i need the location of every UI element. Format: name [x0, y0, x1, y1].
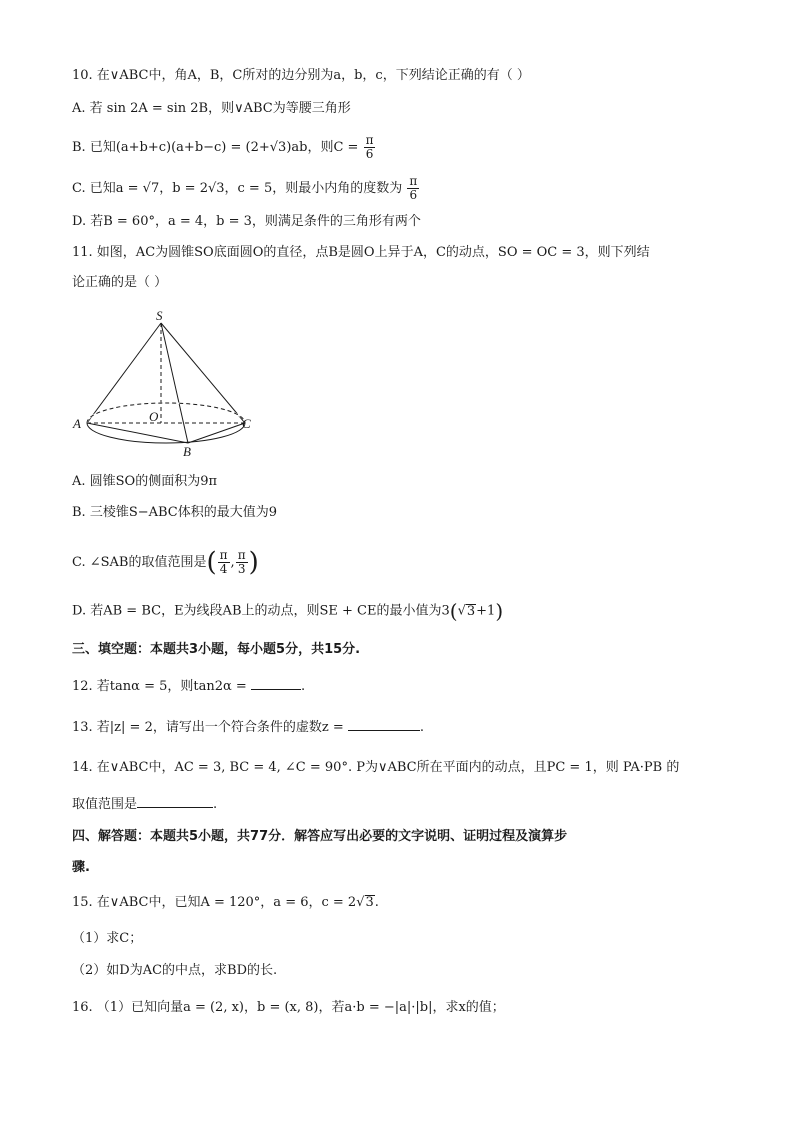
fraction-denominator: 3: [237, 562, 246, 576]
q11-option-d-tail: +1: [476, 603, 496, 619]
label-o: O: [149, 409, 159, 424]
q15-part1: （1）求C；: [72, 931, 143, 946]
q15-stem: 15. 在∨ABC中，已知A = 120°，a = 6，c = 2√3.: [72, 895, 379, 910]
segment-sb: [161, 323, 188, 443]
q14-answer-blank[interactable]: [137, 795, 213, 808]
q14-period: .: [213, 797, 218, 812]
q10-stem: 10. 在∨ABC中，角A，B，C所对的边分别为a，b，c，下列结论正确的有（ ）: [72, 68, 530, 83]
range-lower-fraction: [218, 549, 230, 576]
q12-period: .: [300, 679, 306, 694]
q12-text: 12. 若tanα = 5，则tan2α =: [72, 679, 247, 694]
q14-line2: [72, 795, 217, 815]
fraction-numerator: π: [409, 174, 418, 188]
q13-period: .: [419, 720, 424, 735]
fraction-denominator: 4: [219, 562, 228, 576]
label-s: S: [156, 308, 163, 323]
q10-option-a: A. 若 sin 2A = sin 2B，则∨ABC为等腰三角形: [72, 101, 351, 116]
fraction-numerator: π: [219, 548, 228, 562]
q11-option-d-text: D. 若AB = BC，E为线段AB上的动点，则SE + CE的最小值为3: [72, 603, 450, 619]
left-paren: (: [206, 547, 217, 578]
q11-option-c: C. ∠SAB的取值范围是( $\frac{\pi}{4}$ , $\frac{\pi}{3}$ ): [72, 547, 259, 578]
q13-text: 13. 若|z| = 2，请写出一个符合条件的虚数z =: [72, 720, 344, 735]
cone-left-edge: [87, 323, 161, 423]
q10-option-b: [72, 134, 376, 161]
segment-bc: [188, 423, 245, 443]
q10-option-b-fraction: [364, 134, 376, 161]
q13: [72, 718, 424, 738]
q15-stem-text: 15. 在∨ABC中，已知A = 120°，a = 6，c = 2: [72, 895, 357, 910]
q11-stem-line1: 11. 如图，AC为圆锥SO底面圆O的直径，点B是圆O上异于A，C的动点，SO = OC = 3，则下列结: [72, 245, 650, 260]
q13-answer-blank[interactable]: [348, 718, 420, 731]
right-paren: ): [248, 547, 259, 578]
section3-heading: 三、填空题：本题共3小题，每小题5分，共15分.: [72, 642, 361, 657]
section4-heading-line1: 四、解答题：本题共5小题，共77分．解答应写出必要的文字说明、证明过程及演算步: [72, 829, 568, 844]
q11-option-d: D. 若AB = BC，E为线段AB上的动点，则SE + CE的最小值为3(√3+1): [72, 599, 504, 623]
fraction-numerator: π: [365, 133, 374, 147]
q15-stem-period: .: [374, 895, 379, 910]
q11-option-b: B. 三棱锥S−ABC体积的最大值为9: [72, 505, 278, 520]
label-c: C: [242, 416, 251, 431]
cone-figure: [70, 305, 260, 460]
q10-option-b-text: B. 已知(a+b+c)(a+b−c) = (2+√3)ab，则C =: [72, 140, 359, 155]
q10-option-c-text: C. 已知a = √7，b = 2√3，c = 5，则最小内角的度数为: [72, 181, 403, 196]
section4-heading-line2: 骤.: [72, 860, 90, 875]
q16-part1: 16. （1）已知向量a = (2, x)，b = (x, 8)，若a·b = −|a|·|b|，求x的值；: [72, 1000, 505, 1015]
radicand: 3: [466, 603, 476, 619]
left-paren: (: [449, 599, 458, 623]
fraction-numerator: π: [237, 548, 246, 562]
fraction-denominator: 6: [365, 147, 374, 161]
q10-option-d: D. 若B = 60°，a = 4，b = 3，则满足条件的三角形有两个: [72, 214, 421, 229]
label-b: B: [183, 444, 191, 459]
q14-line2-text: 取值范围是: [72, 797, 138, 812]
q10-option-c-fraction: [407, 175, 419, 202]
radicand: 3: [365, 895, 374, 910]
q12: [72, 677, 305, 697]
q12-answer-blank[interactable]: [251, 677, 301, 690]
q14-line1: 14. 在∨ABC中，AC = 3, BC = 4, ∠C = 90°. P为∨ABC所在平面内的动点，且PC = 1，则 PA·PB 的: [72, 760, 680, 775]
q11-option-a: A. 圆锥SO的侧面积为9π: [72, 474, 218, 489]
cone-base-back-arc: [87, 403, 245, 423]
range-upper-fraction: [236, 549, 248, 576]
segment-ab: [87, 423, 188, 443]
label-a: A: [73, 416, 81, 431]
cone-base-back-arc-dashed: [87, 403, 245, 423]
q11-stem-line2: 论正确的是（ ）: [72, 275, 168, 290]
q15-part2: （2）如D为AC的中点，求BD的长.: [72, 963, 278, 978]
right-paren: ): [495, 599, 504, 623]
fraction-denominator: 6: [409, 188, 418, 202]
q11-option-c-text: C. ∠SAB的取值范围是: [72, 555, 207, 570]
q10-option-c: [72, 175, 420, 202]
cone-right-edge: [161, 323, 245, 423]
